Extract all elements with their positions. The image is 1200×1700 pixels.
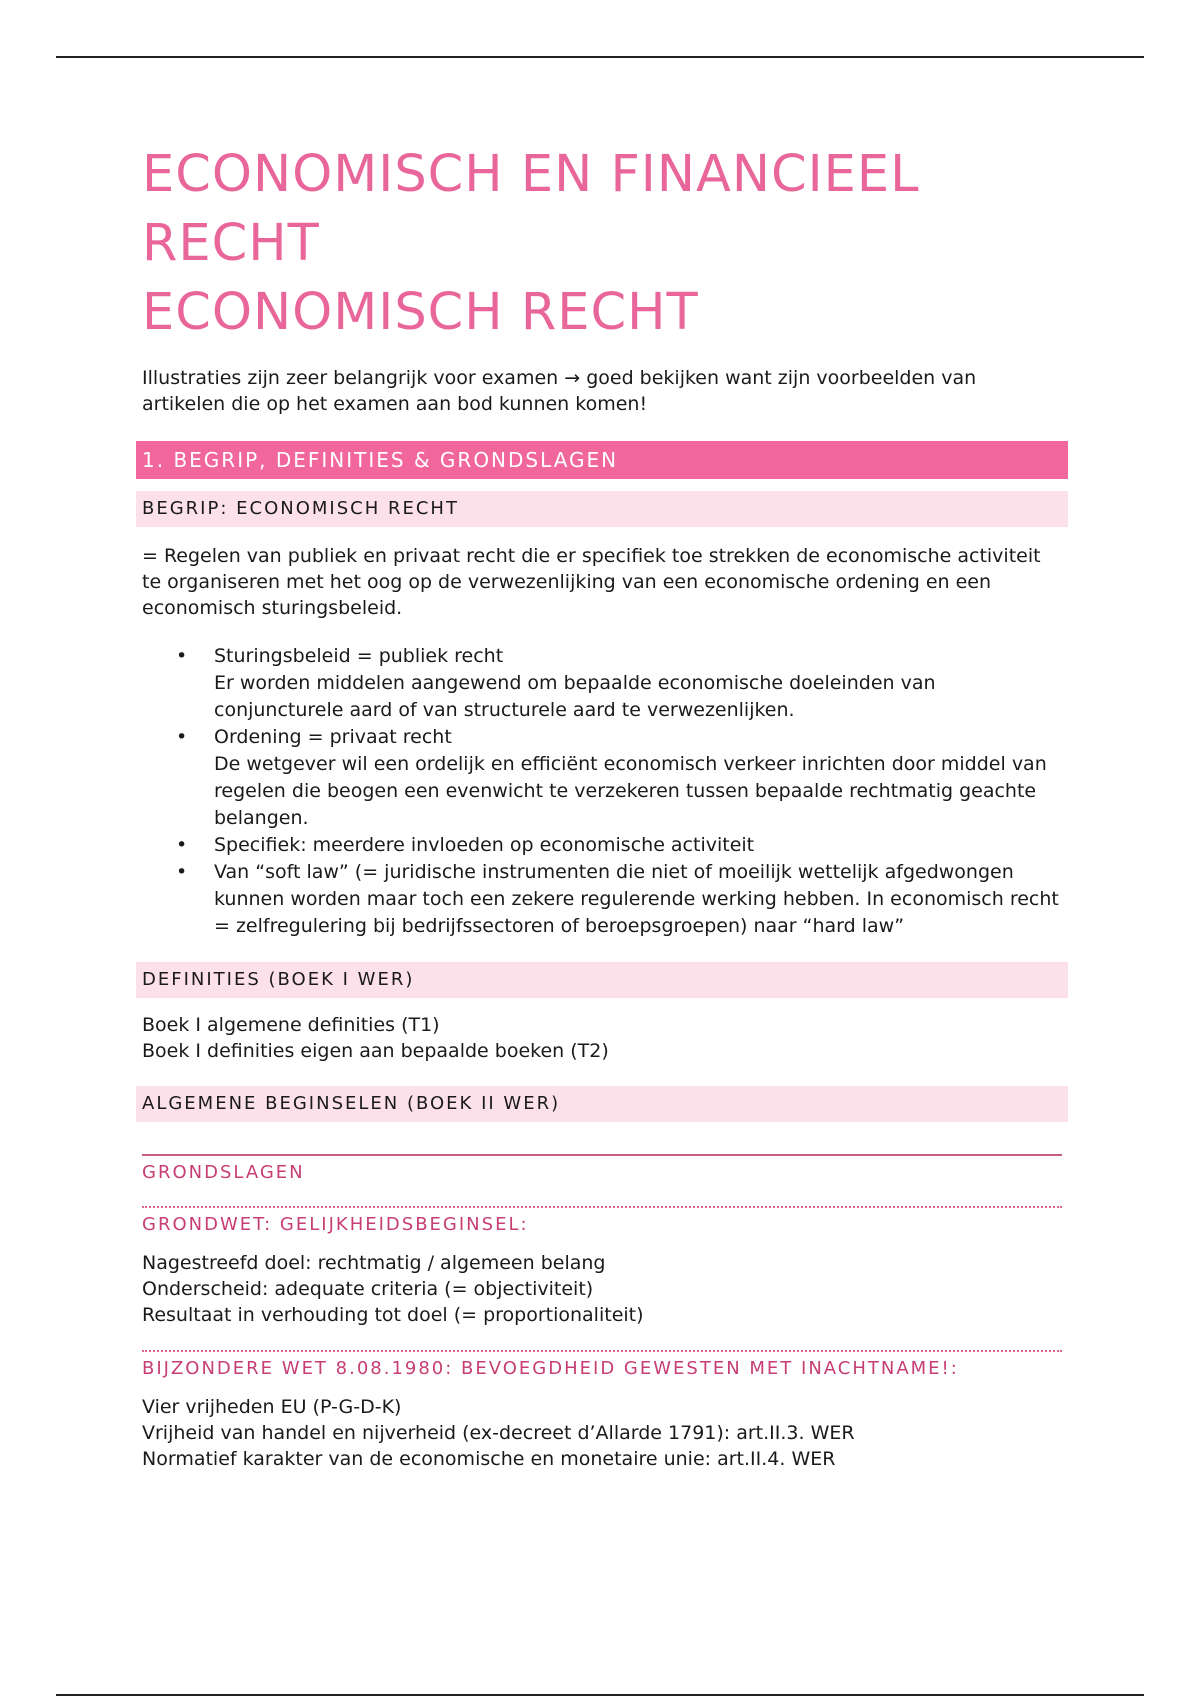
text-line: Nagestreefd doel: rechtmatig / algemeen belang	[142, 1252, 606, 1274]
title-line: ECONOMISCH RECHT	[142, 283, 699, 342]
text-line: Vrijheid van handel en nijverheid (ex-decreet d’Allarde 1791): art.II.3. WER	[142, 1422, 855, 1444]
list-item-title: • Specifiek: meerdere invloeden op economische activiteit	[214, 834, 755, 856]
document-body	[142, 140, 1062, 1472]
list-item	[142, 643, 1062, 724]
intro-paragraph: Illustraties zijn zeer belangrijk voor examen → goed bekijken want zijn voorbeelden van artikelen die op het examen aan bod kunnen komen!	[142, 367, 977, 415]
subsection-heading-begrip: BEGRIP: ECONOMISCH RECHT	[136, 491, 1068, 527]
bullet-list	[142, 643, 1062, 940]
definition-paragraph: = Regelen van publiek en privaat recht die er specifiek toe strekken de economische activiteit te organiseren met het oog op de verwezenlijking van een economische ordening en een economisch sturingsbeleid.	[142, 545, 1041, 619]
document-title	[142, 140, 1062, 347]
text-line: Resultaat in verhouding tot doel (= proportionaliteit)	[142, 1304, 644, 1326]
list-item	[142, 859, 1062, 940]
list-item	[142, 832, 1062, 859]
header-rule	[56, 56, 1144, 58]
footer-rule	[56, 1694, 1144, 1696]
list-item-title: • Van “soft law” (= juridische instrumenten die niet of moeilijk wettelijk afgedwongen kunnen worden maar toch een zekere regulerende werking hebben. In economisch recht = zelfregulering bij bedrijfssectoren of beroepsgroepen) naar “hard law”	[214, 861, 1059, 937]
text-line: Boek I definities eigen aan bepaalde boeken (T2)	[142, 1040, 609, 1062]
title-line: ECONOMISCH EN FINANCIEEL	[142, 145, 920, 204]
list-item-text: Er worden middelen aangewend om bepaalde economische doeleinden van conjuncturele aard of van structurele aard te verwezenlijken.	[214, 672, 936, 721]
heading-bijzondere-wet: BIJZONDERE WET 8.08.1980: BEVOEGDHEID GEWESTEN MET INACHTNAME!:	[142, 1350, 1062, 1382]
list-item-text: De wetgever wil een ordelijk en efficiënt economisch verkeer inrichten door middel van regelen die beogen een evenwicht te verzekeren tussen bepaalde rechtmatig geachte belangen.	[214, 753, 1047, 829]
list-item-title: • Ordening = privaat recht	[214, 726, 452, 748]
list-item-title: • Sturingsbeleid = publiek recht	[214, 645, 504, 667]
list-item	[142, 724, 1062, 832]
text-line: Onderscheid: adequate criteria (= objectiviteit)	[142, 1278, 594, 1300]
text-line: Boek I algemene definities (T1)	[142, 1014, 440, 1036]
heading-grondwet: GRONDWET: GELIJKHEIDSBEGINSEL:	[142, 1206, 1062, 1238]
text-line: Vier vrijheden EU (P-G-D-K)	[142, 1396, 402, 1418]
title-line: RECHT	[142, 214, 320, 273]
text-line: Normatief karakter van de economische en monetaire unie: art.II.4. WER	[142, 1448, 836, 1470]
heading-grondslagen: GRONDSLAGEN	[142, 1154, 1062, 1186]
subsection-heading-definities: DEFINITIES (BOEK I WER)	[136, 962, 1068, 998]
subsection-heading-beginselen: ALGEMENE BEGINSELEN (BOEK II WER)	[136, 1086, 1068, 1122]
section-heading: 1. BEGRIP, DEFINITIES & GRONDSLAGEN	[136, 441, 1068, 479]
